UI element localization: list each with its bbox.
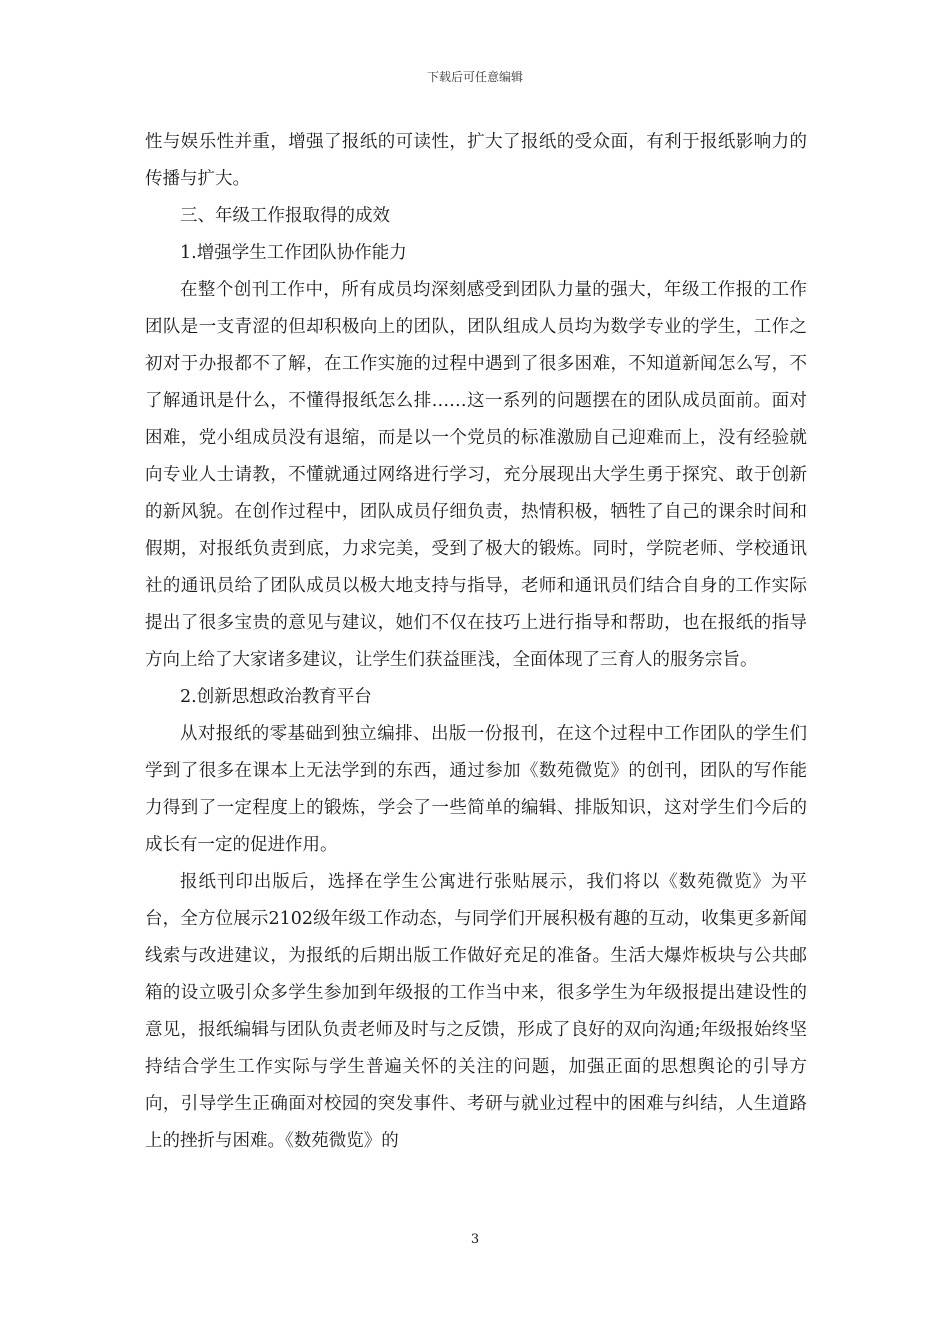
paragraph: 在整个创刊工作中，所有成员均深刻感受到团队力量的强大，年级工作报的工作团队是一支青涩的但却积极向上的团队，团队组成人员均为数学专业的学生，工作之初对于办报都不了解，在工作实施的过程中遇到了很多困难，不知道新闻怎么写，不了解通讯是什么，不懂得报纸怎么排……这一系列的问题摆在的团队成员面前。面对困难，党小组成员没有退缩，而是以一个党员的标准激励自己迎难而上，没有经验就向专业人士请教，不懂就通过网络进行学习，充分展现出大学生勇于探究、敢于创新的新风貌。在创作过程中，团队成员仔细负责，热情积极，牺牲了自己的课余时间和假期，对报纸负责到底，力求完美，受到了极大的锻炼。同时，学院老师、学校通讯社的通讯员给了团队成员以极大地支持与指导，老师和通讯员们结合自身的工作实际提出了很多宝贵的意见与建议，她们不仅在技巧上进行指导和帮助，也在报纸的指导方向上给了大家诸多建议，让学生们获益匪浅，全面体现了三育人的服务宗旨。 xyxy=(145,280,807,670)
paragraph: 从对报纸的零基础到独立编排、出版一份报刊，在这个过程中工作团队的学生们学到了很多在课本上无法学到的东西，通过参加《数苑微览》的创刊，团队的写作能力得到了一定程度上的锻炼，学会了一些简单的编辑、排版知识，这对学生们今后的成长有一定的促进作用。 xyxy=(145,724,807,855)
section-heading: 三、年级工作报取得的成效 xyxy=(180,206,390,226)
subsection-heading-2: 2.创新思想政治教育平台 xyxy=(180,687,372,707)
document-body xyxy=(145,124,807,1160)
subsection-heading-1: 1.增强学生工作团队协作能力 xyxy=(180,243,407,263)
paragraph: 报纸刊印出版后，选择在学生公寓进行张贴展示，我们将以《数苑微览》为平台，全方位展示2102级年级工作动态，与同学们开展积极有趣的互动，收集更多新闻线索与改进建议，为报纸的后期出版工作做好充足的准备。生活大爆炸板块与公共邮箱的设立吸引众多学生参加到年级报的工作当中来，很多学生为年级报提出建设性的意见，报纸编辑与团队负责老师及时与之反馈，形成了良好的双向沟通;年级报始终坚持结合学生工作实际与学生普遍关怀的关注的问题，加强正面的思想舆论的引导方向，引导学生正确面对校园的突发事件、考研与就业过程中的困难与纠结，人生道路上的挫折与困难。《数苑微览》的 xyxy=(145,872,807,1151)
page-header: 下载后可任意编辑 xyxy=(426,70,523,84)
page-number: 3 xyxy=(470,1232,480,1247)
paragraph-continuation: 性与娱乐性并重，增强了报纸的可读性，扩大了报纸的受众面，有利于报纸影响力的传播与扩大。 xyxy=(145,132,807,189)
